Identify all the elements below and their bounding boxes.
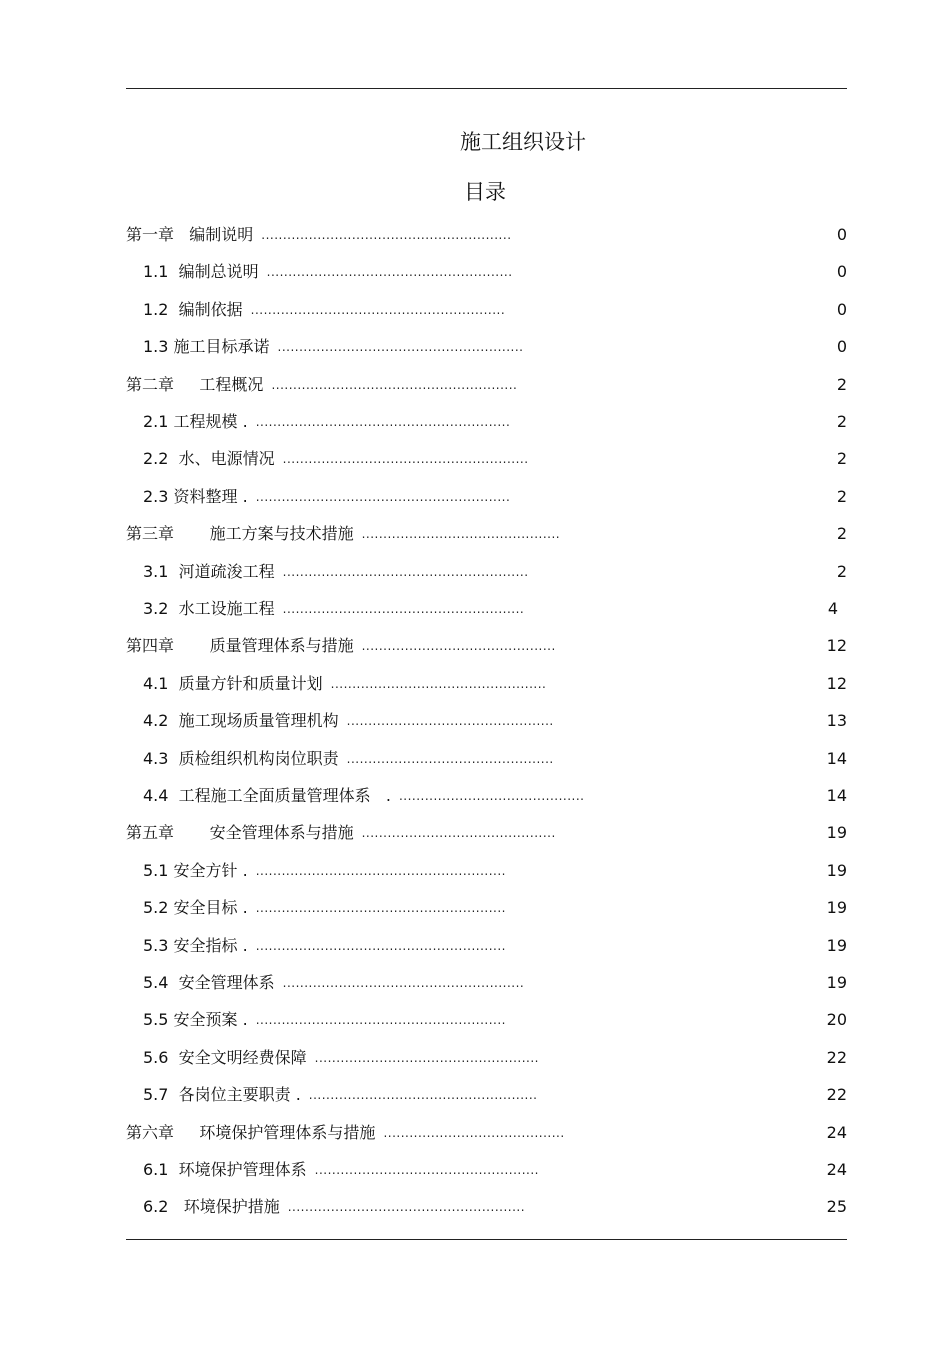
toc-entry[interactable]	[143, 407, 510, 437]
toc-entry-label: 4.1 质量方针和质量计划	[143, 673, 323, 693]
toc-entry[interactable]	[143, 444, 529, 474]
toc-entry-label: 5.1 安全方针 .	[143, 860, 248, 880]
toc-entry[interactable]	[143, 594, 524, 624]
document-title: 施工组织设计	[460, 130, 586, 154]
toc-entry-leader: .......................................................	[287, 1200, 526, 1215]
toc-entry[interactable]	[143, 856, 506, 886]
toc-entry-leader: ..................................................	[330, 676, 547, 691]
toc-entry-leader: ..........................................................	[255, 938, 506, 953]
toc-entry-page: 2	[836, 524, 847, 544]
toc-entry-label: 第二章 工程概况	[126, 374, 264, 394]
toc-entry-leader: ........................................................	[282, 976, 525, 990]
toc-entry[interactable]	[126, 519, 560, 549]
toc-entry-page: 14	[826, 748, 847, 768]
toc-entry[interactable]	[126, 220, 512, 250]
toc-entry[interactable]	[143, 482, 510, 512]
toc-entry-page: 20	[826, 1010, 847, 1030]
footer-rule	[126, 1239, 847, 1240]
toc-entry-page: 19	[826, 860, 847, 880]
toc-entry-page: 2	[836, 374, 847, 394]
toc-entry-page: 0	[836, 299, 847, 319]
toc-entry-label: 第一章 编制说明	[126, 225, 254, 244]
toc-entry-label: 5.2 安全目标 .	[143, 898, 248, 918]
toc-entry-leader: ....................................................	[314, 1163, 539, 1177]
toc-entry[interactable]	[143, 1155, 539, 1185]
toc-entry-leader: .....................................................	[308, 1088, 538, 1103]
toc-entry-label: 5.4 安全管理体系	[143, 973, 275, 992]
toc-entry-leader: ....................................................	[314, 1050, 539, 1065]
toc-entry-label: 5.7 各岗位主要职责 .	[143, 1085, 301, 1105]
toc-entry-label: 1.1 编制总说明	[143, 262, 259, 282]
toc-entry[interactable]	[143, 557, 529, 587]
toc-entry-label: 5.5 安全预案 .	[143, 1010, 248, 1030]
toc-entry-label: 5.6 安全文明经费保障	[143, 1047, 307, 1067]
toc-entry-leader: ................................................	[346, 714, 554, 729]
toc-entry[interactable]	[143, 332, 523, 362]
toc-entry-leader: ...........................................................	[255, 415, 511, 429]
toc-entry-leader: ...........................................................	[250, 302, 506, 317]
toc-entry[interactable]	[143, 257, 513, 287]
toc-entry[interactable]	[143, 1192, 525, 1222]
toc-entry-label: 第三章 施工方案与技术措施	[126, 524, 354, 544]
toc-entry-page: 2	[836, 561, 847, 581]
toc-entry-leader: .........................................................	[277, 340, 524, 355]
toc-entry-leader: ..........................................................	[255, 1013, 506, 1028]
toc-entry-page: 12	[826, 673, 847, 693]
toc-entry[interactable]	[143, 1043, 539, 1073]
toc-entry-page: 19	[826, 898, 847, 918]
toc-entry[interactable]	[143, 893, 506, 923]
toc-entry-page: 25	[826, 1197, 847, 1217]
toc-entry-leader: ........................................................	[282, 602, 525, 616]
toc-entry[interactable]	[143, 931, 506, 961]
toc-entry-leader: .............................................	[361, 639, 556, 654]
toc-entry-label: 4.3 质检组织机构岗位职责	[143, 748, 339, 768]
toc-entry-page: 4	[827, 599, 838, 618]
toc-entry-page: 19	[826, 973, 847, 992]
toc-entry-label: 2.1 工程规模 .	[143, 412, 248, 431]
toc-entry[interactable]	[143, 744, 554, 774]
toc-entry-label: 1.2 编制依据	[143, 299, 243, 319]
toc-entry-page: 2	[836, 412, 847, 431]
toc-entry-page: 0	[836, 225, 847, 244]
toc-entry-label: 2.3 资料整理 .	[143, 486, 248, 506]
toc-entry[interactable]	[126, 1118, 565, 1148]
toc-entry-leader: .........................................................	[271, 377, 518, 392]
toc-entry-label: 6.2 环境保护措施	[143, 1197, 280, 1217]
toc-entry[interactable]	[126, 631, 556, 661]
toc-entry-leader: ................................................	[346, 751, 554, 766]
header-rule	[126, 88, 847, 89]
toc-entry-label: 第六章 环境保护管理体系与措施	[126, 1122, 376, 1142]
toc-entry[interactable]	[143, 706, 554, 736]
toc-entry-label: 6.1 环境保护管理体系	[143, 1160, 307, 1179]
toc-entry-page: 24	[826, 1160, 847, 1179]
toc-entry-page: 22	[826, 1085, 847, 1105]
toc-entry-label: 4.2 施工现场质量管理机构	[143, 711, 339, 731]
toc-entry-page: 2	[836, 449, 847, 469]
toc-entry-label: 3.2 水工设施工程	[143, 599, 275, 618]
toc-entry[interactable]	[126, 370, 517, 400]
toc-entry[interactable]	[143, 669, 546, 699]
toc-entry-label: 4.4 工程施工全面质量管理体系 .	[143, 786, 391, 805]
toc-entry-label: 5.3 安全指标 .	[143, 935, 248, 955]
toc-entry-leader: .........................................................	[282, 452, 529, 467]
toc-entry-label: 1.3 施工目标承诺	[143, 337, 270, 357]
toc-entry-page: 19	[826, 823, 847, 843]
toc-entry-page: 13	[826, 711, 847, 731]
toc-entry-leader: .........................................................	[266, 265, 513, 280]
toc-entry[interactable]	[143, 781, 585, 811]
toc-entry[interactable]	[143, 1080, 537, 1110]
toc-entry-page: 24	[826, 1122, 847, 1142]
toc-entry-page: 19	[826, 935, 847, 955]
toc-entry-page: 0	[836, 337, 847, 357]
toc-entry[interactable]	[143, 295, 505, 325]
toc-entry[interactable]	[126, 818, 556, 848]
toc-entry-label: 第五章 安全管理体系与措施	[126, 823, 354, 843]
toc-entry-leader: .............................................	[361, 826, 556, 841]
toc-heading: 目录	[464, 180, 506, 204]
toc-entry-page: 22	[826, 1047, 847, 1067]
toc-entry-leader: ..........................................................	[255, 901, 506, 916]
toc-entry-leader: .........................................................	[282, 564, 529, 579]
toc-entry-leader: ..........................................................	[255, 863, 506, 878]
toc-entry-leader: ..........................................	[383, 1125, 565, 1140]
toc-entry[interactable]	[143, 1005, 506, 1035]
toc-entry[interactable]	[143, 968, 524, 998]
toc-entry-page: 2	[836, 486, 847, 506]
toc-entry-leader: ...........................................................	[255, 489, 511, 504]
toc-entry-label: 2.2 水、电源情况	[143, 449, 275, 469]
toc-entry-page: 0	[836, 262, 847, 282]
toc-entry-leader: ..............................................	[361, 527, 561, 542]
toc-entry-page: 12	[826, 636, 847, 656]
toc-entry-label: 第四章 质量管理体系与措施	[126, 636, 354, 656]
toc-entry-page: 14	[826, 786, 847, 805]
toc-entry-leader: ...........................................	[398, 789, 585, 803]
toc-entry-leader: ..........................................................	[261, 228, 512, 242]
toc-entry-label: 3.1 河道疏浚工程	[143, 561, 275, 581]
